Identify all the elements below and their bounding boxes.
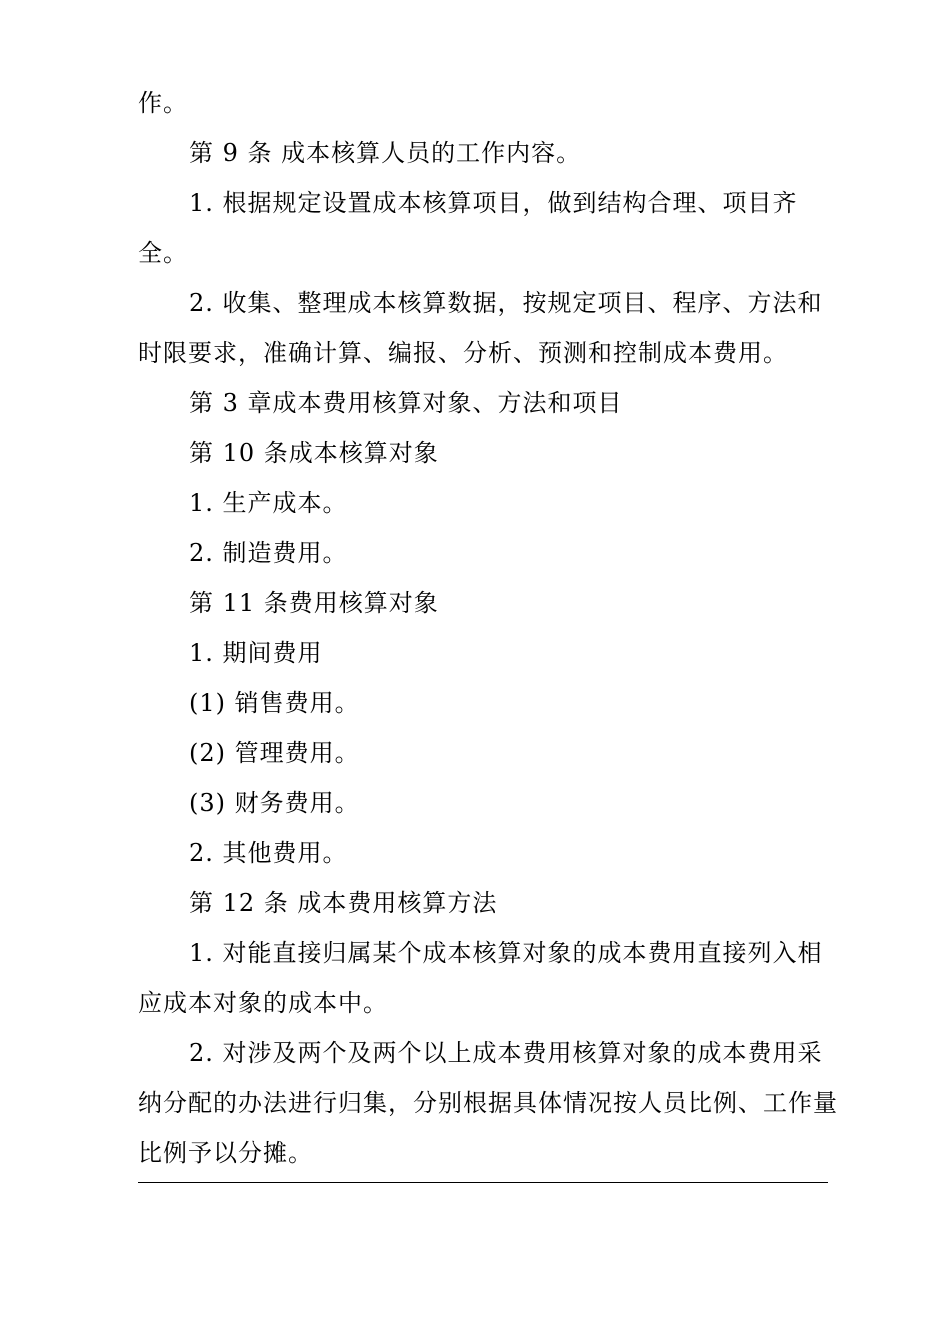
article-heading: 第 12 条 成本费用核算方法: [189, 889, 498, 917]
list-item: (2) 管理费用。: [189, 739, 360, 767]
text-line: 比例予以分摊。: [138, 1139, 313, 1167]
text-line: 2. 收集、整理成本核算数据，按规定项目、程序、方法和: [189, 289, 823, 317]
list-item: 2. 制造费用。: [189, 539, 348, 567]
text-line: 时限要求，准确计算、编报、分析、预测和控制成本费用。: [138, 339, 788, 367]
text-line: 应成本对象的成本中。: [138, 989, 388, 1017]
text-line: 全。: [138, 239, 188, 267]
article-heading: 第 11 条费用核算对象: [189, 589, 439, 617]
text-line: 纳分配的办法进行归集，分别根据具体情况按人员比例、工作量: [138, 1089, 838, 1117]
text-line: 1. 根据规定设置成本核算项目，做到结构合理、项目齐: [189, 189, 798, 217]
article-heading: 第 9 条 成本核算人员的工作内容。: [189, 139, 582, 167]
footer-divider: [138, 1182, 828, 1183]
list-item: (3) 财务费用。: [189, 789, 360, 817]
list-item: 1. 生产成本。: [189, 489, 348, 517]
article-heading: 第 10 条成本核算对象: [189, 439, 439, 467]
list-item: (1) 销售费用。: [189, 689, 360, 717]
list-item: 2. 其他费用。: [189, 839, 348, 867]
text-line: 作。: [138, 89, 188, 117]
text-line: 1. 对能直接归属某个成本核算对象的成本费用直接列入相: [189, 939, 823, 967]
list-item: 1. 期间费用: [189, 639, 323, 667]
text-line: 2. 对涉及两个及两个以上成本费用核算对象的成本费用采: [189, 1039, 823, 1067]
chapter-heading: 第 3 章成本费用核算对象、方法和项目: [189, 389, 623, 417]
